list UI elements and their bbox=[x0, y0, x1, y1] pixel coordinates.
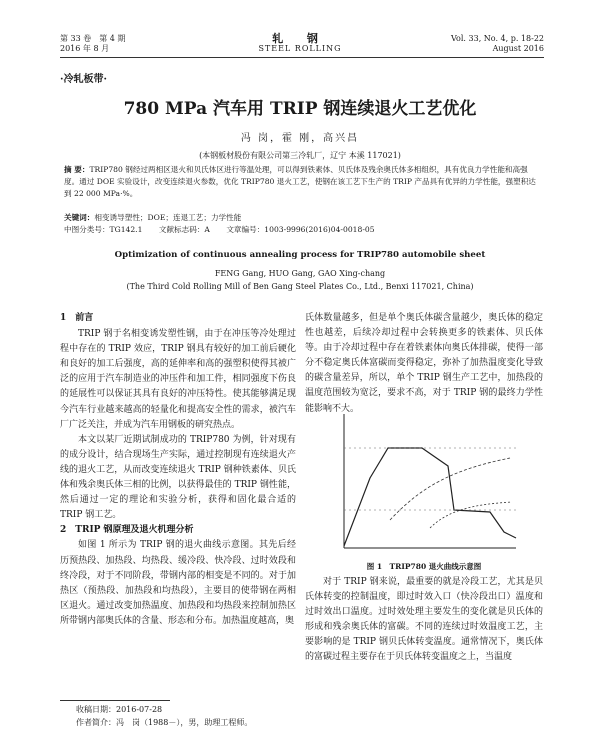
section-tag: ·冷轧板带· bbox=[60, 74, 107, 85]
paragraph: 如图 1 所示为 TRIP 钢的退火曲线示意图。其先后经历预热段、加热段、均热段、缓冷段、快冷段、过时效段和终冷段，对于不同阶段，带钢内部的相变是不同的。对于加热区（预热段、加热段和均热段），主要目的使带钢在两相区退火。通过改变加热温度、加热段和均热段来控制加热区所带钢内部奥氏体的含量、形态和分布。加热温度越高，奥 bbox=[60, 540, 296, 626]
author-bio: 作者简介：冯 岗（1988－），男，助理工程师。 bbox=[76, 718, 253, 727]
journal-volume-info bbox=[60, 34, 125, 54]
english-authors: FENG Gang, HUO Gang, GAO Xing-chang bbox=[214, 269, 386, 278]
paper-authors: 冯 岗，霍 刚，高兴昌 bbox=[240, 133, 360, 144]
right-column-bottom bbox=[305, 575, 543, 666]
english-affiliation: (The Third Cold Rolling Mill of Ben Gang Steel Plates Co., Ltd., Benxi 117021, China) bbox=[126, 282, 474, 291]
abstract-label: 摘 要： bbox=[64, 165, 90, 174]
keywords-text: 相变诱导塑性；DOE；连退工艺；力学性能 bbox=[94, 213, 242, 222]
keywords-label: 关键词： bbox=[64, 213, 95, 222]
english-title: Optimization of continuous annealing process for TRIP780 automobile sheet bbox=[114, 250, 486, 260]
journal-name-cn: 轧 钢 bbox=[272, 32, 328, 45]
journal-volume-info-en bbox=[451, 34, 544, 54]
issue-date-text: 2016 年 8 月 bbox=[60, 44, 110, 53]
keywords bbox=[64, 212, 540, 224]
clc-number: 中图分类号：TG142.1 bbox=[64, 225, 143, 234]
paper-affiliation: (本钢板材股份有限公司第三冷轧厂，辽宁 本溪 117021) bbox=[199, 151, 401, 160]
left-column bbox=[60, 311, 296, 629]
bainite-region bbox=[430, 502, 512, 528]
journal-name-en: STEEL ROLLING bbox=[258, 44, 342, 53]
document-code: 文献标志码：A bbox=[158, 225, 210, 234]
volume-text-en: Vol. 33, No. 4, p. 18-22 bbox=[451, 34, 544, 43]
right-column-top bbox=[305, 311, 543, 417]
figure-caption: 图 1 TRIP780 退火曲线示意图 bbox=[366, 562, 482, 571]
annealing-curve-figure bbox=[330, 408, 520, 558]
section-heading-intro: 1 前言 bbox=[60, 313, 94, 323]
footnote-rule bbox=[60, 700, 170, 701]
section-heading-principle: 2 TRIP 钢原理及退火机理分析 bbox=[60, 525, 194, 536]
paper-title: 780 MPa 汽车用 TRIP 钢连续退火工艺优化 bbox=[123, 99, 477, 119]
article-number: 文章编号：1003-9996(2016)04-0018-05 bbox=[226, 225, 375, 234]
issue-date-text-en: August 2016 bbox=[492, 44, 544, 53]
abstract bbox=[64, 164, 540, 200]
classification-line bbox=[64, 224, 540, 236]
volume-text: 第 33 卷 第 4 期 bbox=[60, 34, 126, 43]
paragraph: 氏体数量越多，但是单个奥氏体碳含量越少，奥氏体的稳定性也越差，后续冷却过程中会转换更多的铁素体、贝氏体等。由于冷却过程中存在着铁素体向奥氏体排碳，使得一部分不稳定奥氏体富碳而变得稳定，弥补了加热温度变化导致的碳含量差异，所以，单个 TRIP 钢生产工艺中，加热段的温度范围较为宽泛，要求不高，对于 TRIP 钢的最终力学性能影响不大。 bbox=[305, 313, 543, 414]
paragraph: TRIP 钢于名相变诱发塑性钢，由于在冲压等冷处理过程中存在的 TRIP 效应，TRIP 钢具有较好的加工前后硬化和良好的加工后强度，高的延伸率和高的强塑积使得其被广泛的应用于汽车制造业的冲压件和加工件，相同强度下伤良的延展性可以保证其具有良好的冲压特性。使其能够满足现今汽车行业越来越高的轻量化和提高安全性的需求，被汽车厂广泛关注，并成为汽车用钢板的研究热点。 bbox=[60, 329, 296, 430]
journal-masthead bbox=[255, 34, 345, 54]
header-rule bbox=[60, 57, 544, 58]
abstract-text: TRIP780 钢经过两相区退火和贝氏体区进行等温处理，可以得到铁素体、贝氏体及残余奥氏体多相组织，具有优良力学性能和高强度。通过 DOE 实验设计，改变连续退火参数，优化 TRIP780 退火工艺，使钢在该工艺下生产的 TRIP 产品具有优异的力学性能，强塑积达到 22 000 MPa·%。 bbox=[64, 165, 536, 198]
paragraph: 本文以某厂近期试制成功的 TRIP780 为例，针对现有的成分设计，结合现场生产实际，通过控制现有连续退火产线的退火工艺，从而改变连续退火 TRIP 钢种铁素体、贝氏体和残余奥氏体三相的比例，以获得最佳的 TRIP 钢性能，然后通过一定的理论和实验分析，获得和固化最合适的 TRIP 钢工艺。 bbox=[60, 434, 296, 521]
received-date: 收稿日期：2016-07-28 bbox=[76, 705, 163, 714]
phase-boundary-curve bbox=[390, 458, 510, 520]
paragraph: 对于 TRIP 钢来说，最重要的就是冷段工艺，尤其是贝氏体转变的控制温度，即过时效入口（快冷段出口）温度和过时效出口温度。过时效处理主要发生的变化就是贝氏体的形成和残余奥氏体的富碳。不同的连续过时效温度工艺，主要影响的是 TRIP 钢贝氏体转变温度。通常情况下，奥氏体的富碳过程主要存在于贝氏体转变温度之上，当温度 bbox=[305, 577, 543, 663]
